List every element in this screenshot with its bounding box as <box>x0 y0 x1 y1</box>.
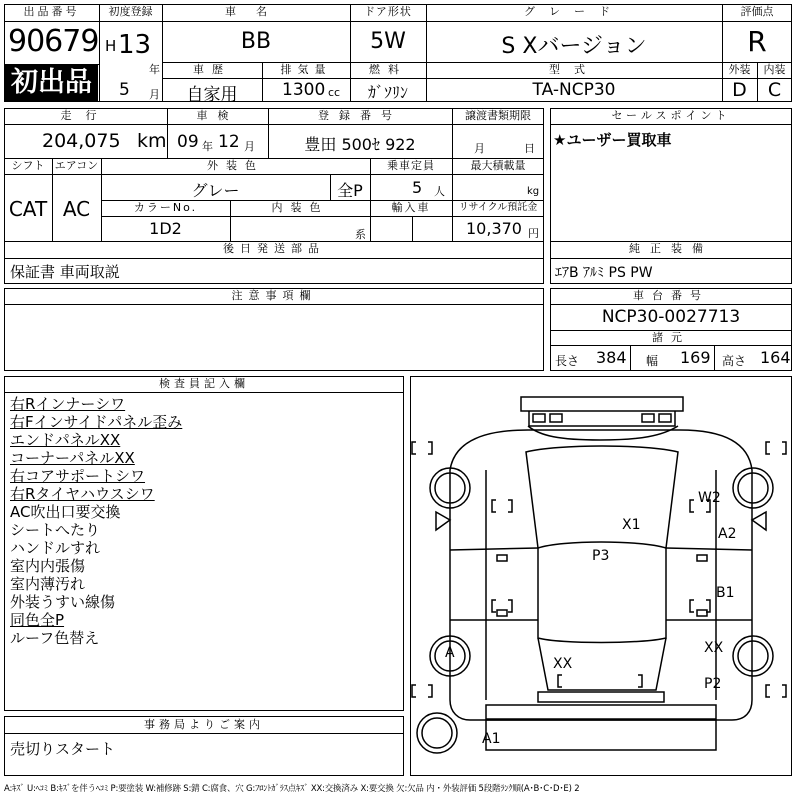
mileage-label: 走行 <box>60 109 111 122</box>
office-message: 売切りスタート <box>10 740 116 758</box>
inspection-month-unit: 月 <box>244 140 255 153</box>
inspector-note: 室内内張傷 <box>10 557 86 575</box>
later-parts-label: 後日発送部品 <box>223 242 325 255</box>
inspector-label: 検査員記入欄 <box>159 377 249 390</box>
inspector-note: ハンドルすれ <box>10 539 101 557</box>
recycle-deposit: 10,370 <box>466 219 522 238</box>
ext-color: グレー <box>191 181 240 200</box>
damage-mark-a1: A1 <box>482 731 501 747</box>
int-grade: C <box>767 79 782 101</box>
ext-grade: D <box>732 79 747 101</box>
transfer-day-unit: 日 <box>524 142 535 155</box>
width: 169 <box>680 348 711 367</box>
inspector-note: 室内薄汚れ <box>10 575 86 593</box>
max-load-label: 最大積載量 <box>470 159 526 172</box>
genuine-equipment: ｴｱB ｱﾙﾐ PS PW <box>555 265 653 281</box>
ext-grade-label: 外装 <box>728 63 751 76</box>
displacement: 1300 <box>282 80 326 100</box>
month-unit: 月 <box>149 88 160 101</box>
inspection-year-unit: 年 <box>202 140 213 153</box>
transfer-deadline-label: 譲渡書類期限 <box>465 109 531 122</box>
lot-number-label: 出品番号 <box>23 5 80 18</box>
shift-label: シフト <box>11 159 45 172</box>
width-label: 幅 <box>646 354 659 368</box>
sales-point: ★ユーザー買取車 <box>553 131 672 149</box>
inspector-note: 同色全P <box>10 611 65 629</box>
inspector-note: ルーフ色替え <box>10 629 100 647</box>
grade-label: グレード <box>524 5 624 18</box>
chassis-label: 車台番号 <box>633 289 709 302</box>
displacement-unit: cc <box>328 86 341 99</box>
inspector-note: 右Rタイヤハウスシワ <box>10 485 155 503</box>
length: 384 <box>596 348 627 367</box>
car-name: BB <box>240 29 272 54</box>
ac-label: エアコン <box>54 159 99 172</box>
capacity-label: 乗車定員 <box>387 159 435 172</box>
inspector-note: 外装うすい線傷 <box>10 593 116 611</box>
grade: S Xバージョン <box>501 34 647 59</box>
chassis-number: NCP30-0027713 <box>601 307 741 327</box>
fuel-label: 燃料 <box>369 63 407 76</box>
doors: 5W <box>370 29 406 54</box>
ext-color-label: 外装色 <box>207 159 264 172</box>
damage-mark-xx-right: XX <box>704 640 724 656</box>
car-name-label: 車名 <box>225 5 287 18</box>
ac: AC <box>62 197 91 221</box>
capacity: 5 <box>412 178 423 197</box>
mileage-unit: km <box>137 130 167 152</box>
capacity-unit: 人 <box>434 185 445 198</box>
height: 164 <box>760 348 791 367</box>
recycle-unit: 円 <box>528 227 539 240</box>
int-color-label: 内装色 <box>271 201 329 214</box>
fuel: ｶﾞｿﾘﾝ <box>367 83 408 102</box>
int-color-unit: 系 <box>355 228 366 241</box>
shift: CAT <box>8 197 48 221</box>
displacement-label: 排気量 <box>280 63 332 76</box>
damage-mark-w2: W2 <box>698 490 721 506</box>
history-label: 車歴 <box>193 63 231 76</box>
inspector-note: コーナーパネルXX <box>10 449 135 467</box>
score-label: 評価点 <box>740 5 774 18</box>
damage-mark-x1: X1 <box>622 517 641 533</box>
max-load-unit: kg <box>527 186 540 197</box>
registration-label: 登録番号 <box>318 109 402 122</box>
damage-mark-p2: P2 <box>704 676 722 692</box>
inspector-note: 右コアサポートシワ <box>10 467 146 485</box>
inspector-note: シートへたり <box>10 521 101 539</box>
inspector-note: AC吹出口要交換 <box>10 503 121 521</box>
first-listing-badge: 初出品 <box>5 65 98 101</box>
model-label: 型式 <box>549 63 599 76</box>
year-unit: 年 <box>149 63 160 76</box>
import-label: 輸入車 <box>391 201 431 214</box>
color-number: 1D2 <box>149 219 182 238</box>
doors-label: ドア形状 <box>364 5 412 18</box>
model: TA-NCP30 <box>532 80 616 100</box>
damage-mark-a2: A2 <box>718 526 737 542</box>
all-paint: 全P <box>337 181 363 200</box>
damage-mark-xx-rear: XX <box>553 656 573 672</box>
damage-mark-p3: P3 <box>592 548 610 564</box>
height-label: 高さ <box>722 354 747 368</box>
era: H <box>105 37 117 55</box>
history: 自家用 <box>186 85 238 105</box>
first-reg-month: 5 <box>119 80 130 100</box>
legend: A:ｷｽﾞ U:ﾍｺﾐ B:ｷｽﾞを伴うﾍｺﾐ P:要塗装 W:補修跡 S:錆 C:腐食、穴 G:ﾌﾛﾝﾄｶﾞﾗｽ点ｷｽﾞ XX:交換済み X:要交換 欠:欠品 内・外装評価 5段階ﾗﾝｸ順(A･B･C･D･E) 2 <box>4 784 580 794</box>
inspector-notes <box>10 395 182 647</box>
lot-number: 90679 <box>8 24 99 59</box>
recycle-label: リサイクル預託金 <box>458 202 538 213</box>
inspection-label: 車検 <box>196 109 239 122</box>
later-parts: 保証書 車両取説 <box>10 263 120 281</box>
inspector-note: 右Rインナーシワ <box>10 395 126 413</box>
specs-label: 諸元 <box>652 331 690 344</box>
car-diagram <box>410 376 792 776</box>
sales-point-label: セールスポイント <box>611 109 731 122</box>
color-number-label: カラーNo. <box>133 201 198 214</box>
damage-mark-a: A <box>445 645 455 661</box>
first-registration-label: 初度登録 <box>108 5 153 18</box>
first-reg-year: 13 <box>118 30 152 60</box>
inspector-note: 右Fインサイドパネル歪み <box>10 413 183 431</box>
genuine-equipment-label: 純正装備 <box>629 242 713 255</box>
office-label: 事務局よりご案内 <box>144 718 264 731</box>
inspection-year: 09 <box>177 132 199 152</box>
inspection-month: 12 <box>218 132 240 152</box>
caution-label: 注意事項欄 <box>231 289 317 302</box>
registration-number: 豊田 500ｾ 922 <box>304 135 416 154</box>
mileage: 204,075 <box>42 130 121 152</box>
length-label: 長さ <box>555 354 580 368</box>
score: R <box>747 25 767 58</box>
inspector-note: エンドパネルXX <box>10 431 121 449</box>
transfer-month-unit: 月 <box>474 142 485 155</box>
int-grade-label: 内装 <box>763 63 786 76</box>
damage-mark-b1: B1 <box>716 585 735 601</box>
